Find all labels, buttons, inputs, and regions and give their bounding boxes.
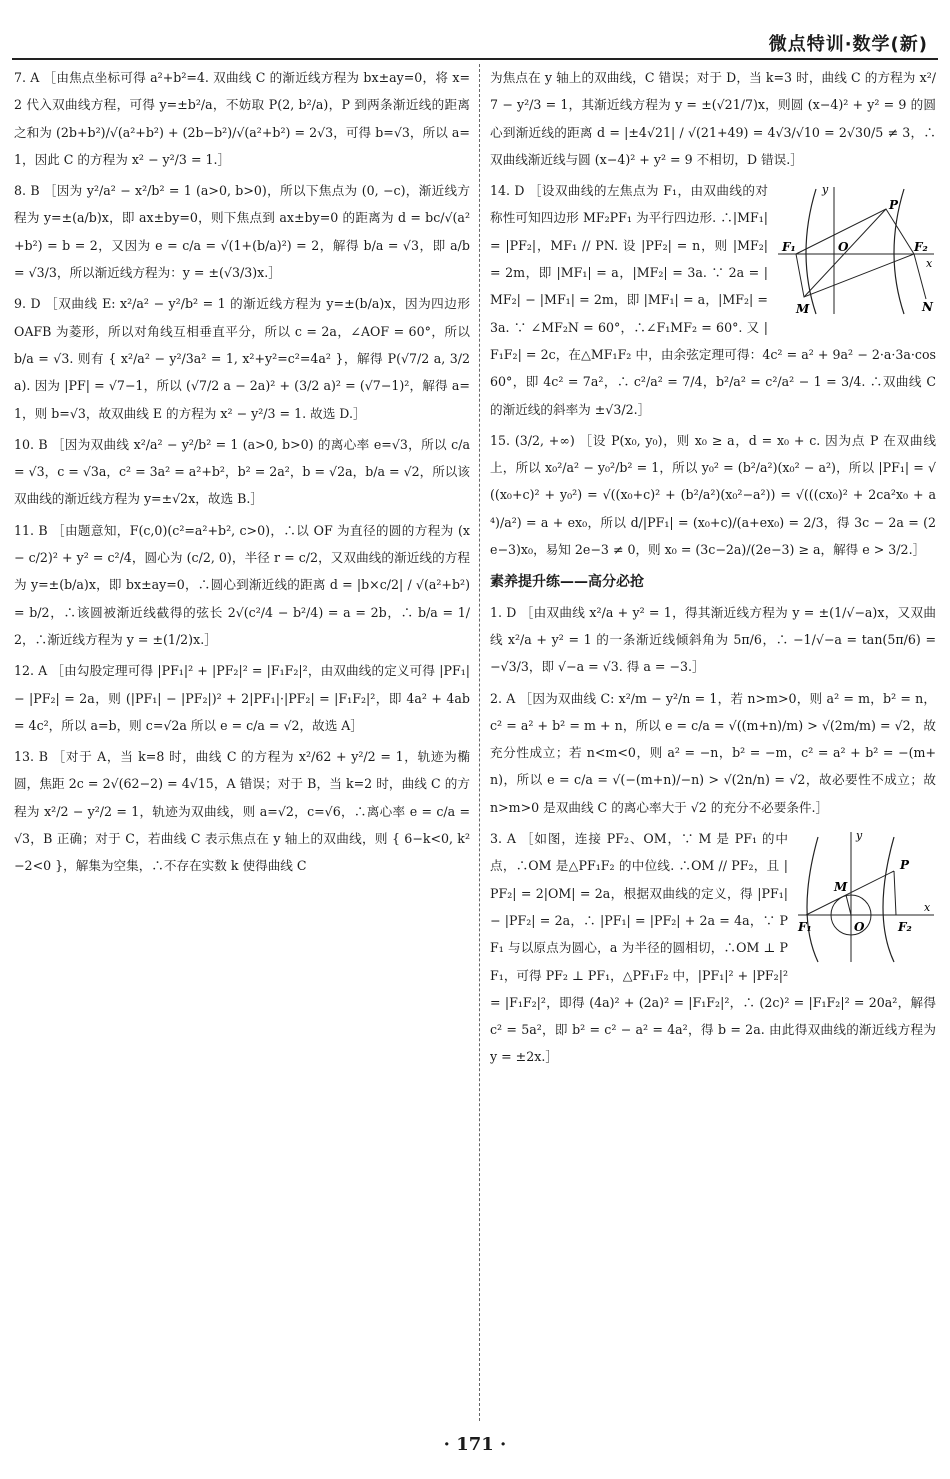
answer-item-13-continued: 为焦点在 y 轴上的双曲线，C 错误；对于 D，当 k=3 时，曲线 C 的方程为 x²/7 − y²/3 = 1，其渐近线方程为 y = ±(√21/7)x，则圆 (x−4)² + y² = 9 的圆心到渐近线的距离 d = |±4√21| / √(21+49) = 4√3/√10 = 2√30/5 ≠ 3，∴双曲线渐近线与圆 (x−4)² + y² = 9 不相切，D 错误.］: [490, 70, 936, 167]
left-column: [14, 64, 470, 1421]
answer-item-15: 15. (3/2, +∞) ［设 P(x₀, y₀)，则 x₀ ≥ a，d = x₀ + c. 因为点 P 在双曲线上，所以 x₀²/a² − y₀²/b² = 1，所以 y₀² = (b²/a²)(x₀² − a²)，所以 |PF₁| = √((x₀+c)² + y₀²) = √((x₀+c)² + (b²/a²)(x₀²−a²)) = √(((cx₀)² + 2ca²x₀ + a⁴)/a²) = a + ex₀，所以 d/|PF₁| = (x₀+c)/(a+ex₀) = 2/3，得 3c − 2a = (2e−3)x₀，易知 2e−3 ≠ 0，则 x₀ = (3c−2a)/(2e−3) ≥ a，解得 e > 3/2.］: [490, 432, 936, 558]
figure-14-label-p: P: [889, 198, 899, 213]
figure-3-label-f1: F₁: [798, 920, 812, 935]
page-header: [0, 0, 950, 58]
figure-3-label-f2: F₂: [898, 920, 912, 935]
figure-14-label-f1: F₁: [782, 240, 796, 255]
answer-item-13: 13. B ［对于 A，当 k=8 时，曲线 C 的方程为 x²/62 + y²/2 = 1，轨迹为椭圆，焦距 2c = 2√(62−2) = 4√15，A 错误；对于 B，当 k=2 时，曲线 C 的方程为 x²/2 − y²/2 = 1，轨迹为双曲线，则 a=√2，c=√6，∴离心率 e = c/a = √3，B 正确；对于 C，若曲线 C 表示焦点在 y 轴上的双曲线，则 { 6−k<0, k²−2<0 }，解集为空集，∴不存在实数 k 使得曲线 C: [14, 749, 470, 874]
figure-3-svg: [796, 827, 936, 967]
figure-3-label-x: x: [924, 901, 931, 915]
figure-14-svg: [776, 179, 936, 319]
answer-item-10: 10. B ［因为双曲线 x²/a² − y²/b² = 1 (a>0, b>0) 的离心率 e=√3，所以 c/a = √3，c = √3a，c² = 3a² = a²+b²，b² = 2a²，b = √2a，b/a = √2，所以该双曲线的渐近线方程为 y=±√2x，故选 B.］: [14, 436, 470, 507]
figure-3-line-om: [846, 895, 851, 915]
header-title: 微点特训·数学(新): [768, 34, 928, 55]
figure-3-left-branch: [807, 837, 818, 962]
column-divider: [479, 64, 480, 1421]
hyperbola-figure-14: [776, 179, 936, 328]
figure-14-label-n: N: [922, 300, 933, 315]
hyperbola-figure-3: [796, 827, 936, 976]
figure-14-label-x: x: [926, 257, 933, 271]
section-title: 素养提升练——高分必抢: [490, 574, 644, 591]
practice-item-3: 3. A ［如图，连接 PF₂、OM，∵ M 是 PF₁ 的中点，∴OM 是△PF₁F₂ 的中位线. ∴OM // PF₂，且 |PF₂| = 2|OM| = 2a，根据双曲线的定义，得 |PF₁| − |PF₂| = 2a，∴ |PF₁| = |PF₂| + 2a = 4a，∵ PF₁ 与以原点为圆心，a 为半径的圆相切，∴OM ⊥ PF₁，可得 PF₂ ⊥ PF₁，△PF₁F₂ 中，|PF₁|² + |PF₂|² = |F₁F₂|²，即得 (4a)² + (2a)² = |F₁F₂|²，∴ (2c)² = |F₁F₂|² = 20a²，解得 c² = 5a²，即 b² = c² − a² = 4a²，得 b = 2a. 由此得双曲线的渐近线方程为 y = ±2x.］: [490, 831, 936, 1065]
practice-item-1: 1. D ［由双曲线 x²/a + y² = 1，得其渐近线方程为 y = ±(1/√−a)x，又双曲线 x²/a + y² = 1 的一条渐近线倾斜角为 5π/6，∴ −1/√−a = tan(5π/6) = −√3/3，即 √−a = √3. 得 a = −3.］: [490, 604, 936, 675]
right-column: [490, 64, 936, 1421]
figure-14-label-m: M: [796, 302, 810, 317]
practice-item-2: 2. A ［因为双曲线 C: x²/m − y²/n = 1，若 n>m>0，则 a² = m，b² = n，c² = a² + b² = m + n，所以 e = c/a = √((m+n)/m) > √(2m/m) = √2，故充分性成立；若 n<m<0，则 a² = −n，b² = −m，c² = a² + b² = −(m+n)，所以 e = c/a = √(−(m+n)/−n) > √(2n/n) = √2，故必要性不成立；故 n>m>0 是双曲线 C 的离心率大于 √2 的充分不必要条件.］: [490, 690, 936, 815]
figure-3-label-o: O: [854, 920, 865, 935]
answer-item-8: 8. B ［因为 y²/a² − x²/b² = 1 (a>0, b>0)，所以下焦点为 (0, −c)，渐近线方程为 y=±(a/b)x，即 ax±by=0，则下焦点到 ax±by=0 的距离为 d = bc/√(a²+b²) = b = 2，又因为 e = c/a = √(1+(b/a)²) = 2，解得 b/a = √3，即 a/b = √3/3，所以渐近线方程为：y = ±(√3/3)x.］: [14, 183, 470, 281]
header-rule: [12, 58, 938, 60]
figure-14-label-o: O: [838, 240, 849, 255]
figure-3-label-m: M: [834, 880, 848, 895]
page-number: · 171 ·: [443, 1434, 507, 1455]
answer-item-14: 14. D ［设双曲线的左焦点为 F₁，由双曲线的对称性可知四边形 MF₂PF₁ 为平行四边形. ∴|MF₁| = |PF₂|，MF₁ // PN. 设 |PF₂| = n，则 |MF₂| = 2m，即 |MF₁| = a，|MF₂| = 3a. ∵ 2a = |MF₂| − |MF₁| = 2m，即 |MF₁| = a，|MF₂| = 3a. ∵ ∠MF₂N = 60°，∴∠F₁MF₂ = 60°. 又 |F₁F₂| = 2c，在△MF₁F₂ 中，由余弦定理可得：4c² = a² + 9a² − 2·a·3a·cos60°，即 4c² = 7a²，∴ c²/a² = 7/4，b²/a² = c²/a² − 1 = 3/4. ∴双曲线 C 的渐近线的斜率为 ±√3/2.］: [490, 183, 936, 417]
figure-3-right-branch: [883, 837, 894, 962]
figure-14-line-pn: [914, 254, 926, 299]
answer-item-11: 11. B ［由题意知，F(c,0)(c²=a²+b², c>0)，∴以 OF 为直径的圆的方程为 (x − c/2)² + y² = c²/4，圆心为 (c/2, 0)，半径 r = c/2，又双曲线的渐近线的方程为 y=±(b/a)x，即 bx±ay=0，∴圆心到渐近线的距离 d = |b×c/2| / √(a²+b²) = b/2，∴该圆被渐近线截得的弦长 2√(c²/4 − b²/4) = a = 2b，∴ b/a = 1/2，∴渐近线方程为 y = ±(1/2)x.］: [14, 522, 470, 647]
figure-14-label-y: y: [822, 183, 829, 197]
figure-3-label-y: y: [856, 829, 863, 843]
figure-14-label-f2: F₂: [914, 240, 928, 255]
figure-3-line-pf1: [806, 871, 894, 915]
figure-3-line-pf2: [894, 871, 896, 915]
figure-3-label-p: P: [900, 858, 910, 873]
answer-item-9: 9. D ［双曲线 E: x²/a² − y²/b² = 1 的渐近线方程为 y=±(b/a)x，因为四边形 OAFB 为菱形，所以对角线互相垂直平分，所以 c = 2a，∠AOF = 60°，所以 b/a = √3. 则有 { x²/a² − y²/3a² = 1, x²+y²=c²=4a² }，解得 P(√7/2 a, 3/2 a). 因为 |PF| = √7−1，所以 (√7/2 a − 2a)² + (3/2 a)² = (√7−1)²，解得 a=1，则 b=√3，故双曲线 E 的方程为 x² − y²/3 = 1. 故选 D.］: [14, 296, 470, 421]
answer-item-7: 7. A ［由焦点坐标可得 a²+b²=4. 双曲线 C 的渐近线方程为 bx±ay=0，将 x=2 代入双曲线方程，可得 y=±b²/a，不妨取 P(2, b²/a)，P 到两条渐近线的距离之和为 (2b+b²)/√(a²+b²) + (2b−b²)/√(a²+b²) = 2√3，可得 b=√3，所以 a=1，因此 C 的方程为 x² − y²/3 = 1.］: [14, 70, 470, 167]
answer-item-12: 12. A ［由勾股定理可得 |PF₁|² + |PF₂|² = |F₁F₂|²，由双曲线的定义可得 |PF₁| − |PF₂| = 2a，则 (|PF₁| − |PF₂|)² + 2|PF₁|·|PF₂| = |F₁F₂|²，即 4a² + 4ab = 4c²，所以 a=b，则 c=√2a 所以 e = c/a = √2，故选 A］: [14, 663, 470, 733]
